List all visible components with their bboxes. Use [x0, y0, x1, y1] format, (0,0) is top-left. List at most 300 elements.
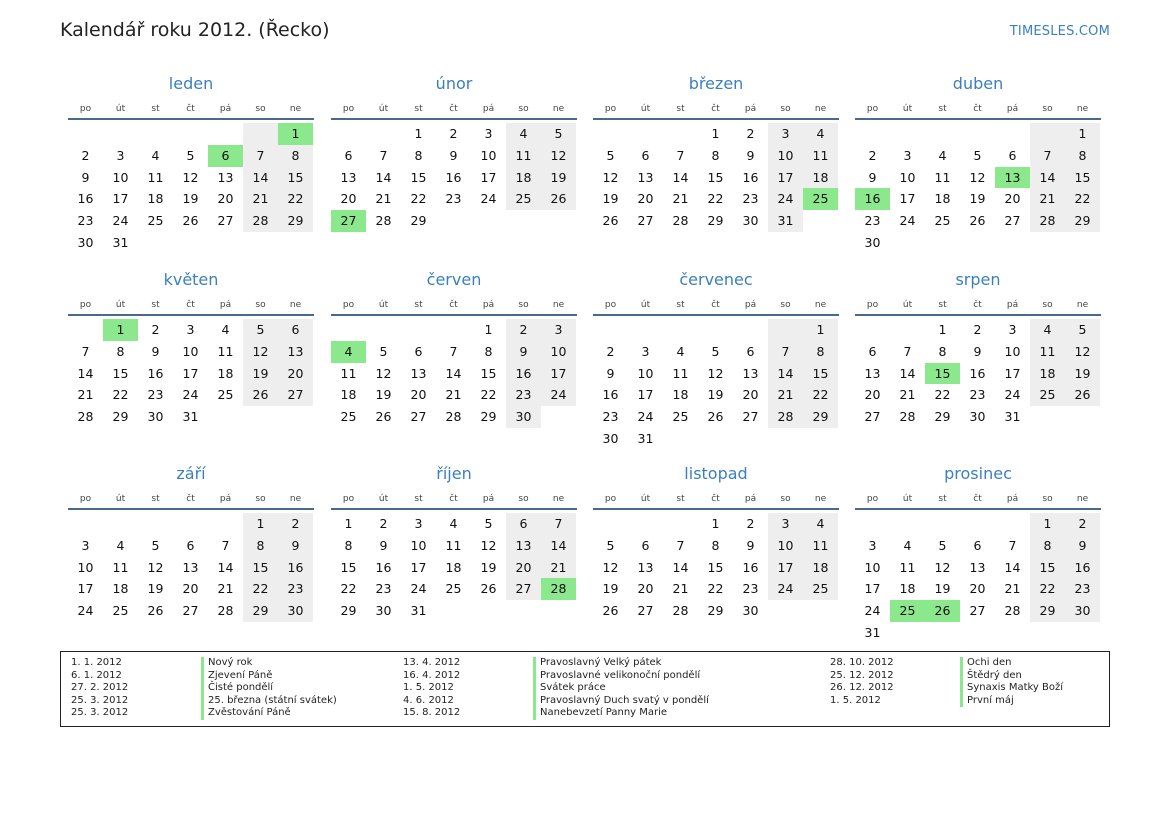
day-cell: 17 — [480, 169, 497, 185]
day-cell: 8 — [243, 535, 278, 557]
day-cell: 10 — [77, 559, 94, 575]
day-cell: 5 — [484, 516, 493, 531]
legend-item — [403, 682, 709, 695]
day-cell: 23 — [506, 384, 541, 406]
day-cell: 13 — [182, 559, 199, 575]
day-cell: 8 — [344, 537, 353, 553]
holiday-date: 25. 12. 2012 — [830, 669, 894, 681]
month-days — [593, 123, 839, 232]
day-cell: 12 — [243, 341, 278, 363]
day-cell: 29 — [243, 600, 278, 622]
day-cell: 9 — [746, 537, 755, 553]
weekday-header — [68, 104, 314, 120]
page-title: Kalendář roku 2012. (Řecko) — [60, 19, 330, 41]
day-cell: 12 — [969, 169, 986, 185]
day-cell: 30 — [77, 234, 94, 250]
weekday-label: čt — [186, 494, 195, 504]
month-days — [593, 513, 839, 622]
day-cell: 15 — [803, 363, 838, 385]
empty-cell — [593, 123, 628, 145]
day-cell: 31 — [410, 603, 427, 619]
day-cell: 3 — [903, 147, 912, 163]
day-cell: 9 — [81, 169, 90, 185]
day-cell: 16 — [1065, 557, 1100, 579]
day-cell: 5 — [1065, 319, 1100, 341]
day-cell: 12 — [1065, 341, 1100, 363]
weekday-label: po — [342, 104, 355, 114]
day-cell: 23 — [602, 409, 619, 425]
day-cell: 4 — [903, 537, 912, 553]
day-cell: 21 — [445, 387, 462, 403]
weekday-label: ne — [552, 300, 565, 310]
day-cell: 8 — [938, 343, 947, 359]
day-cell: 7 — [676, 537, 685, 553]
weekday-label: pá — [1006, 104, 1019, 114]
day-cell: 29 — [410, 213, 427, 229]
day-cell: 12 — [934, 559, 951, 575]
holiday-day-cell: 27 — [331, 210, 366, 232]
day-cell: 10 — [410, 537, 427, 553]
day-cell: 29 — [803, 406, 838, 428]
weekday-label: st — [938, 104, 947, 114]
empty-cell — [68, 123, 103, 145]
day-cell: 31 — [768, 210, 803, 232]
day-cell: 29 — [707, 603, 724, 619]
month-name: duben — [952, 74, 1004, 93]
holiday-date: 25. 3. 2012 — [71, 707, 129, 719]
holiday-name: Pravoslavné velikonoční pondělí — [533, 670, 700, 683]
day-cell: 12 — [707, 365, 724, 381]
holiday-legend — [60, 651, 1110, 727]
day-cell: 3 — [81, 537, 90, 553]
day-cell: 7 — [903, 343, 912, 359]
day-cell: 22 — [1065, 188, 1100, 210]
day-cell: 31 — [1004, 409, 1021, 425]
weekday-label: út — [902, 300, 913, 310]
legend-item — [71, 707, 337, 720]
day-cell: 17 — [112, 191, 129, 207]
weekday-label: ne — [814, 494, 827, 504]
weekday-label: čt — [973, 494, 982, 504]
day-cell: 26 — [969, 213, 986, 229]
day-cell: 28 — [1004, 603, 1021, 619]
day-cell: 6 — [278, 319, 313, 341]
month-days — [331, 319, 577, 428]
day-cell: 10 — [864, 559, 881, 575]
day-cell: 7 — [379, 147, 388, 163]
day-cell: 25 — [934, 213, 951, 229]
day-cell: 13 — [278, 341, 313, 363]
day-cell: 7 — [221, 537, 230, 553]
day-cell: 16 — [742, 559, 759, 575]
holiday-name: Synaxis Matky Boží — [960, 682, 1063, 695]
day-cell: 5 — [711, 343, 720, 359]
day-cell: 16 — [147, 365, 164, 381]
empty-cell — [331, 319, 366, 341]
day-cell: 21 — [541, 557, 576, 579]
day-cell: 25 — [340, 409, 357, 425]
day-cell: 5 — [186, 147, 195, 163]
weekday-label: st — [938, 300, 947, 310]
day-cell: 9 — [606, 365, 615, 381]
weekday-label: so — [780, 104, 791, 114]
day-cell: 3 — [186, 322, 195, 337]
empty-cell — [68, 319, 103, 341]
day-cell: 23 — [1065, 578, 1100, 600]
day-cell: 22 — [803, 384, 838, 406]
day-cell: 28 — [445, 409, 462, 425]
day-cell: 8 — [116, 343, 125, 359]
month-září — [68, 463, 314, 622]
day-cell: 4 — [449, 516, 458, 531]
weekday-label: út — [115, 300, 126, 310]
weekday-label: po — [342, 494, 355, 504]
day-cell: 7 — [1030, 145, 1065, 167]
day-cell: 28 — [375, 213, 392, 229]
day-cell: 13 — [340, 169, 357, 185]
day-cell: 5 — [541, 123, 576, 145]
holiday-day-cell: 1 — [103, 319, 138, 341]
day-cell: 18 — [803, 557, 838, 579]
day-cell: 15 — [707, 559, 724, 575]
day-cell: 30 — [375, 603, 392, 619]
day-cell: 19 — [480, 559, 497, 575]
day-cell: 18 — [340, 387, 357, 403]
holiday-day-cell: 26 — [925, 600, 960, 622]
day-cell: 19 — [541, 167, 576, 189]
day-cell: 11 — [803, 535, 838, 557]
day-cell: 29 — [707, 213, 724, 229]
day-cell: 1 — [1030, 513, 1065, 535]
day-cell: 31 — [637, 430, 654, 446]
day-cell: 18 — [899, 581, 916, 597]
weekday-label: pá — [1006, 300, 1019, 310]
weekday-label: ne — [289, 300, 302, 310]
holiday-date: 4. 6. 2012 — [403, 694, 454, 706]
month-days — [331, 123, 577, 232]
day-cell: 31 — [112, 234, 129, 250]
empty-cell — [960, 123, 995, 145]
weekday-label: pá — [219, 300, 232, 310]
holiday-name: Čisté pondělí — [201, 682, 273, 695]
day-cell: 25 — [217, 387, 234, 403]
weekday-label: st — [414, 300, 423, 310]
holiday-name: Nanebevzetí Panny Marie — [533, 707, 667, 720]
day-cell: 2 — [1065, 513, 1100, 535]
day-cell: 6 — [414, 343, 423, 359]
day-cell: 21 — [375, 191, 392, 207]
weekday-label: so — [518, 300, 529, 310]
day-cell: 27 — [182, 603, 199, 619]
day-cell: 22 — [410, 191, 427, 207]
empty-cell — [925, 123, 960, 145]
day-cell: 7 — [541, 513, 576, 535]
empty-cell — [138, 123, 173, 145]
day-cell: 14 — [1004, 559, 1021, 575]
month-leden — [68, 73, 314, 254]
legend-item — [830, 682, 1063, 695]
day-cell: 1 — [243, 513, 278, 535]
day-cell: 19 — [375, 387, 392, 403]
day-cell: 15 — [1030, 557, 1065, 579]
holiday-date: 1. 5. 2012 — [830, 694, 881, 706]
day-cell: 5 — [606, 147, 615, 163]
day-cell: 10 — [182, 343, 199, 359]
day-cell: 28 — [1030, 210, 1065, 232]
day-cell: 6 — [868, 343, 877, 359]
weekday-label: pá — [744, 104, 757, 114]
weekday-label: út — [115, 104, 126, 114]
legend-column — [830, 657, 1063, 707]
day-cell: 13 — [637, 169, 654, 185]
day-cell: 9 — [449, 147, 458, 163]
day-cell: 8 — [484, 343, 493, 359]
day-cell: 6 — [746, 343, 755, 359]
weekday-label: po — [342, 300, 355, 310]
weekday-header — [331, 300, 577, 316]
month-days — [68, 123, 314, 254]
day-cell: 23 — [375, 581, 392, 597]
day-cell: 6 — [973, 537, 982, 553]
month-listopad — [593, 463, 839, 622]
day-cell: 20 — [864, 387, 881, 403]
day-cell: 3 — [868, 537, 877, 553]
day-cell: 28 — [217, 603, 234, 619]
day-cell: 7 — [449, 343, 458, 359]
day-cell: 1 — [344, 516, 353, 531]
day-cell: 29 — [278, 210, 313, 232]
day-cell: 19 — [1065, 363, 1100, 385]
empty-cell — [855, 513, 890, 535]
weekday-label: út — [378, 104, 389, 114]
holiday-day-cell: 16 — [855, 188, 890, 210]
legend-item — [830, 670, 1063, 683]
day-cell: 29 — [934, 409, 951, 425]
weekday-label: čt — [449, 300, 458, 310]
day-cell: 14 — [672, 169, 689, 185]
day-cell: 20 — [278, 363, 313, 385]
day-cell: 6 — [1008, 147, 1017, 163]
weekday-label: so — [518, 104, 529, 114]
day-cell: 29 — [480, 409, 497, 425]
day-cell: 29 — [112, 409, 129, 425]
month-name: únor — [435, 74, 473, 93]
weekday-header — [855, 300, 1101, 316]
day-cell: 9 — [746, 147, 755, 163]
day-cell: 26 — [480, 581, 497, 597]
day-cell: 8 — [711, 537, 720, 553]
day-cell: 12 — [602, 559, 619, 575]
day-cell: 19 — [602, 191, 619, 207]
empty-cell — [103, 123, 138, 145]
day-cell: 3 — [116, 147, 125, 163]
day-cell: 13 — [410, 365, 427, 381]
day-cell: 14 — [445, 365, 462, 381]
weekday-header — [855, 104, 1101, 120]
day-cell: 9 — [278, 535, 313, 557]
empty-cell — [733, 319, 768, 341]
day-cell: 26 — [707, 409, 724, 425]
day-cell: 17 — [1004, 365, 1021, 381]
day-cell: 12 — [541, 145, 576, 167]
day-cell: 17 — [864, 581, 881, 597]
day-cell: 20 — [506, 557, 541, 579]
month-červen — [331, 269, 577, 428]
month-days — [855, 513, 1101, 644]
day-cell: 25 — [112, 603, 129, 619]
day-cell: 11 — [934, 169, 951, 185]
day-cell: 22 — [1030, 578, 1065, 600]
weekday-label: ne — [289, 104, 302, 114]
day-cell: 6 — [641, 537, 650, 553]
day-cell: 17 — [77, 581, 94, 597]
day-cell: 17 — [541, 363, 576, 385]
weekday-label: po — [79, 494, 92, 504]
empty-cell — [890, 123, 925, 145]
day-cell: 14 — [541, 535, 576, 557]
weekday-header — [68, 494, 314, 510]
day-cell: 27 — [217, 213, 234, 229]
day-cell: 25 — [147, 213, 164, 229]
month-name: červen — [426, 270, 482, 289]
day-cell: 31 — [182, 409, 199, 425]
legend-item — [71, 682, 337, 695]
day-cell: 2 — [151, 322, 160, 337]
legend-column — [403, 657, 709, 720]
day-cell: 11 — [217, 343, 234, 359]
day-cell: 8 — [414, 147, 423, 163]
day-cell: 24 — [410, 581, 427, 597]
day-cell: 2 — [973, 322, 982, 337]
day-cell: 2 — [81, 147, 90, 163]
empty-cell — [1030, 123, 1065, 145]
weekday-label: pá — [219, 104, 232, 114]
day-cell: 28 — [899, 409, 916, 425]
empty-cell — [593, 513, 628, 535]
day-cell: 17 — [768, 557, 803, 579]
day-cell: 30 — [742, 603, 759, 619]
weekday-label: so — [255, 494, 266, 504]
month-days — [331, 513, 577, 622]
day-cell: 9 — [506, 341, 541, 363]
day-cell: 20 — [742, 387, 759, 403]
day-cell: 19 — [934, 581, 951, 597]
day-cell: 1 — [1065, 123, 1100, 145]
brand-link[interactable]: TIMESLES.COM — [1009, 24, 1110, 39]
empty-cell — [890, 319, 925, 341]
day-cell: 21 — [243, 188, 278, 210]
day-cell: 25 — [672, 409, 689, 425]
day-cell: 5 — [151, 537, 160, 553]
day-cell: 17 — [182, 365, 199, 381]
weekday-header — [68, 300, 314, 316]
month-prosinec — [855, 463, 1101, 644]
legend-item — [830, 657, 1063, 670]
day-cell: 30 — [602, 430, 619, 446]
empty-cell — [925, 513, 960, 535]
weekday-label: ne — [1076, 300, 1089, 310]
day-cell: 24 — [77, 603, 94, 619]
day-cell: 2 — [278, 513, 313, 535]
day-cell: 10 — [768, 145, 803, 167]
day-cell: 30 — [969, 409, 986, 425]
day-cell: 20 — [969, 581, 986, 597]
weekday-label: pá — [482, 494, 495, 504]
holiday-name: Svátek práce — [533, 682, 606, 695]
legend-item — [403, 707, 709, 720]
weekday-label: pá — [219, 494, 232, 504]
holiday-name: Nový rok — [201, 657, 252, 670]
day-cell: 14 — [672, 559, 689, 575]
day-cell: 22 — [480, 387, 497, 403]
day-cell: 11 — [672, 365, 689, 381]
empty-cell — [960, 513, 995, 535]
day-cell: 29 — [1065, 210, 1100, 232]
day-cell: 2 — [868, 147, 877, 163]
day-cell: 22 — [112, 387, 129, 403]
day-cell: 10 — [480, 147, 497, 163]
empty-cell — [68, 513, 103, 535]
day-cell: 12 — [480, 537, 497, 553]
day-cell: 2 — [379, 516, 388, 531]
day-cell: 26 — [375, 409, 392, 425]
day-cell: 18 — [445, 559, 462, 575]
weekday-header — [855, 494, 1101, 510]
day-cell: 2 — [606, 343, 615, 359]
day-cell: 26 — [243, 384, 278, 406]
empty-cell — [103, 513, 138, 535]
day-cell: 6 — [506, 513, 541, 535]
day-cell: 14 — [375, 169, 392, 185]
day-cell: 9 — [151, 343, 160, 359]
day-cell: 16 — [602, 387, 619, 403]
month-srpen — [855, 269, 1101, 428]
day-cell: 23 — [864, 213, 881, 229]
empty-cell — [628, 513, 663, 535]
empty-cell — [366, 123, 401, 145]
weekday-label: pá — [1006, 494, 1019, 504]
weekday-label: čt — [711, 494, 720, 504]
day-cell: 5 — [973, 147, 982, 163]
day-cell: 28 — [243, 210, 278, 232]
day-cell: 23 — [742, 581, 759, 597]
weekday-label: so — [255, 104, 266, 114]
day-cell: 4 — [151, 147, 160, 163]
day-cell: 21 — [768, 384, 803, 406]
day-cell: 24 — [768, 578, 803, 600]
day-cell: 21 — [1030, 188, 1065, 210]
day-cell: 25 — [445, 581, 462, 597]
day-cell: 24 — [541, 384, 576, 406]
day-cell: 11 — [445, 537, 462, 553]
day-cell: 13 — [637, 559, 654, 575]
empty-cell — [208, 513, 243, 535]
day-cell: 26 — [147, 603, 164, 619]
day-cell: 1 — [711, 516, 720, 531]
day-cell: 27 — [637, 603, 654, 619]
holiday-date: 26. 12. 2012 — [830, 682, 894, 694]
weekday-label: čt — [973, 104, 982, 114]
weekday-label: pá — [482, 104, 495, 114]
weekday-label: so — [1042, 104, 1053, 114]
empty-cell — [173, 513, 208, 535]
day-cell: 4 — [803, 513, 838, 535]
holiday-date: 16. 4. 2012 — [403, 669, 461, 681]
legend-item — [403, 657, 709, 670]
empty-cell — [663, 513, 698, 535]
day-cell: 23 — [77, 213, 94, 229]
day-cell: 4 — [506, 123, 541, 145]
